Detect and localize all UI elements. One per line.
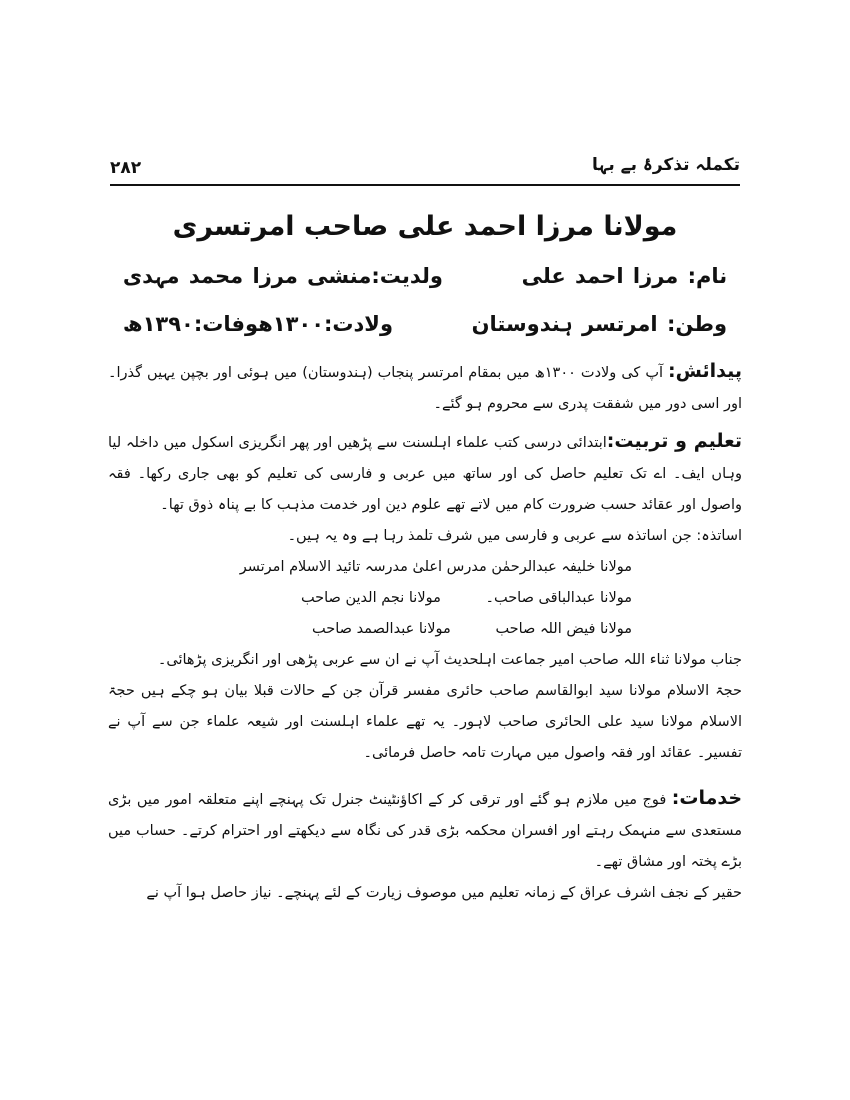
birth-heading: پیدائش: xyxy=(668,360,743,382)
birth-value: ۱۳۰۰ھ xyxy=(258,312,325,336)
birth-text: آپ کی ولادت ۱۳۰۰ھ میں بمقام امرتسر پنجاب (ہندوستان) میں ہوئی اور بچپن یہیں گذرا۔ اور اسی دور میں شفقت پدری سے محروم ہو گئے۔ xyxy=(108,365,742,412)
teacher-name: مولانا عبدالباقی صاحب۔ xyxy=(485,590,632,606)
book-title: تکملہ تذکرۂ بے بہا xyxy=(591,155,740,175)
page-number: ۲۸۲ xyxy=(110,158,142,178)
homeland-label: وطن: xyxy=(666,312,728,336)
name-value: مرزا احمد علی xyxy=(521,264,679,288)
sanaullah-paragraph: جناب مولانا ثناء اللہ صاحب امیر جماعت اہلحدیث آپ نے ان سے عربی پڑھی اور انگریزی پڑھائی۔ xyxy=(157,652,742,668)
birth-paragraph xyxy=(108,356,742,420)
teacher-name: مولانا عبدالصمد صاحب xyxy=(312,621,451,637)
hujjat-paragraph: حجۃ الاسلام مولانا سید ابوالقاسم صاحب حائری مفسر قرآن جن کے حالات قبلا بیان ہو چکے ہیں حجۃ الاسلام مولانا سید علی الحائری صاحب لاہور۔ یہ تھے علماء اہلسنت اور شیعہ علماء جن سے آپ نے تفسیر۔ عقائد اور فقہ واصول میں مہارت تامہ حاصل فرمائی۔ xyxy=(108,683,742,761)
father-label: ولدیت: xyxy=(371,264,443,288)
education-heading: تعلیم و تربیت: xyxy=(606,430,743,452)
running-header xyxy=(110,150,740,184)
name-label: نام: xyxy=(687,264,728,288)
page-body xyxy=(108,192,742,909)
teacher-name: مولانا خلیفہ عبدالرحمٰن مدرس اعلیٰ مدرسہ تائید الاسلام امرتسر xyxy=(239,559,632,575)
najaf-paragraph: حقیر کے نجف اشرف عراق کے زمانہ تعلیم میں موصوف زیارت کے لئے پہنچے۔ نیاز حاصل ہوا آپ نے xyxy=(146,885,742,901)
education-text: ابتدائی درسی کتب علماء اہلسنت سے پڑھیں اور پھر انگریزی اسکول میں داخلہ لیا وہاں ایف۔ اے تک تعلیم حاصل کی اور ساتھ میں عربی و فارسی کی تعلیم کو بھی جاری رکھا۔ فقہ واصول اور عقائد حسب ضرورت کام میں لاتے تھے علوم دین اور خدمت مذہب کا بے پناہ ذوق تھا۔ xyxy=(108,435,742,513)
services-paragraph xyxy=(108,783,742,878)
father-value: منشی مرزا محمد مہدی xyxy=(122,264,372,288)
death-label: وفات: xyxy=(193,312,259,336)
biography-title: مولانا مرزا احمد علی صاحب امرتسری xyxy=(172,211,678,242)
teachers-intro: اساتذہ: جن اساتذہ سے عربی و فارسی میں شرف تلمذ رہا ہے وہ یہ ہیں۔ xyxy=(287,528,742,544)
birth-label: ولادت: xyxy=(324,312,393,336)
homeland-value: امرتسر ہندوستان xyxy=(471,312,658,336)
homeland-line xyxy=(108,300,742,348)
teacher-line-2 xyxy=(108,583,742,614)
header-divider xyxy=(110,184,740,186)
education-paragraph xyxy=(108,426,742,521)
name-line xyxy=(108,252,742,300)
teacher-line-3 xyxy=(108,614,742,645)
death-value: ۱۳۹۰ھ xyxy=(122,312,194,336)
teacher-line-1 xyxy=(108,552,742,583)
teacher-name: مولانا نجم الدین صاحب xyxy=(300,590,441,606)
services-heading: خدمات: xyxy=(671,787,743,809)
services-text: فوج میں ملازم ہو گئے اور ترقی کر کے اکاؤنٹینٹ جنرل تک پہنچے اپنے متعلقہ امور میں بڑی مستعدی سے منہمک رہتے اور افسران محکمہ بڑی قدر کی نگاہ سے دیکھتے اور احترام کرتے۔ حساب میں بڑے پختہ اور مشاق تھے۔ xyxy=(108,792,742,870)
teacher-name: مولانا فیض اللہ صاحب xyxy=(495,621,632,637)
